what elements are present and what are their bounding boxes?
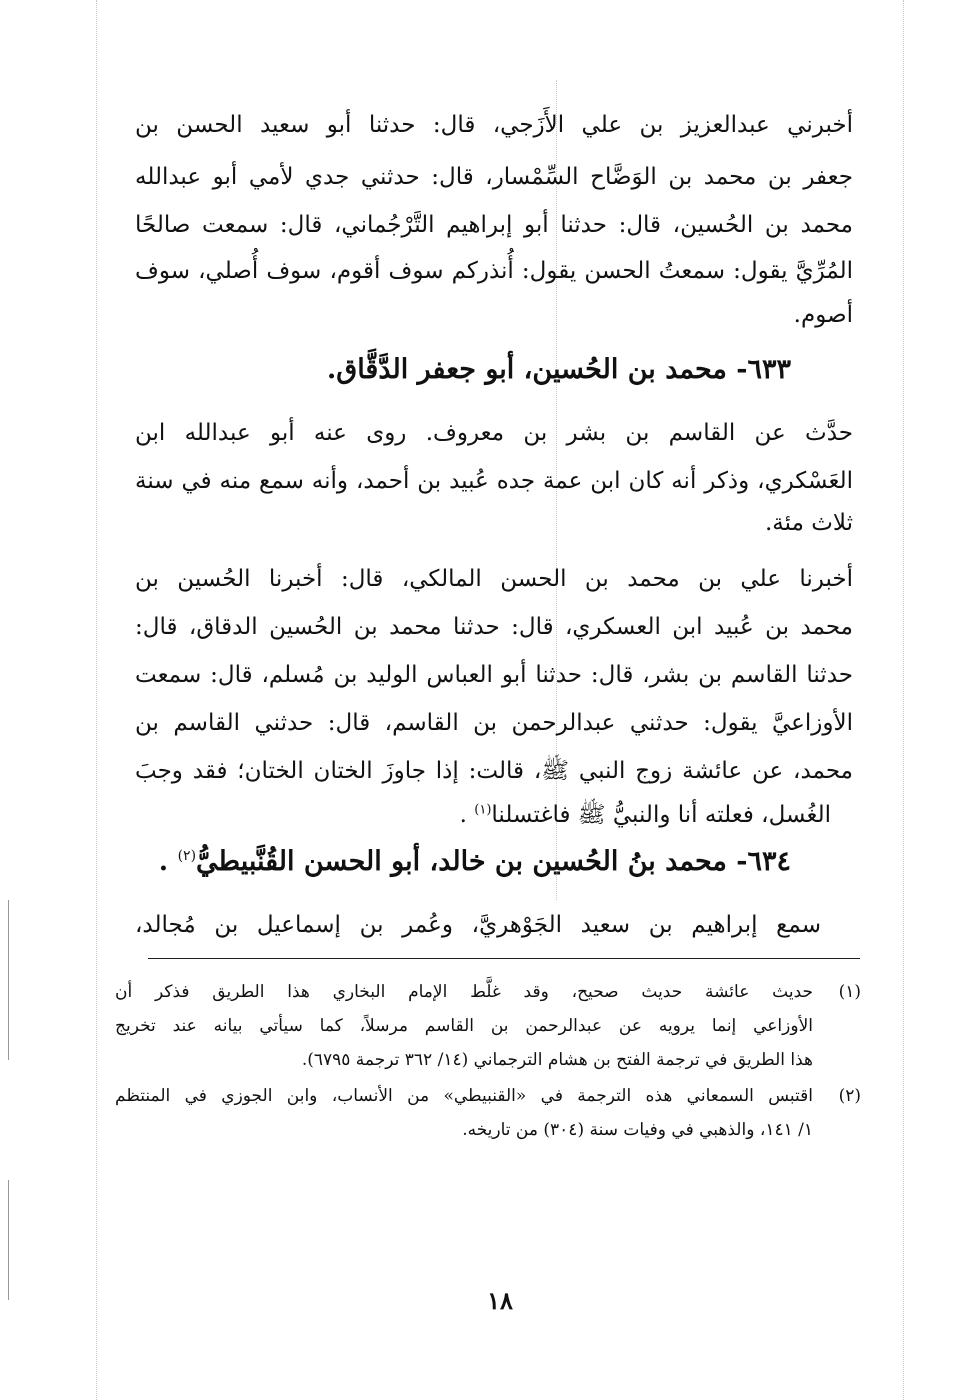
paragraph-3-line: الغُسل، فعلته أنا والنبيُّ ﷺ فاغتسلنا	[491, 802, 831, 828]
footnote-2-line: اقتبس السمعاني هذه الترجمة في «القنبيطي» من الأنساب، وابن الجوزي في المنتظم	[115, 1086, 813, 1106]
paragraph-1-line: أخبرني عبدالعزيز بن علي الأَزَجي، قال: حدثنا أبو سعيد الحسن بن	[135, 112, 853, 138]
heading-634-end-mark: .	[158, 846, 169, 877]
footnote-separator	[148, 958, 860, 959]
footnote-ref-2[interactable]: (٢)	[177, 848, 197, 864]
scan-edge-line	[8, 1180, 9, 1300]
paragraph-4-line: سمع إبراهيم بن سعيد الجَوْهريَّ، وعُمر بن إسماعيل بن مُجالد،	[135, 912, 821, 938]
footnote-number: (١)	[838, 982, 861, 1002]
footnote-ref-1[interactable]: (١)	[474, 802, 492, 818]
entry-heading-634	[135, 846, 791, 877]
paragraph-2-line: ثلاث مئة.	[765, 510, 853, 536]
paragraph-1-line: أصوم.	[793, 302, 853, 328]
paragraph-1-line: جعفر بن محمد بن الوَضَّاح السِّمْسار، قال: حدثني جدي لأمي أبو عبدالله	[135, 164, 853, 190]
footnote-2-line: ١/ ١٤١، والذهبي في وفيات سنة (٣٠٤) من تاريخه.	[462, 1120, 813, 1140]
entry-heading-634-text: ٦٣٤- محمد بنُ الحُسين بن خالد، أبو الحسن القُنَّبيطيُّ	[196, 846, 791, 877]
page-number: ١٨	[487, 1286, 513, 1315]
paragraph-3-last-line	[113, 800, 831, 834]
paragraph-3-line: محمد، عن عائشة زوج النبي ﷺ، قالت: إذا جاوزَ الختان الختان؛ فقد وجبَ	[135, 758, 853, 784]
paragraph-3-line: الأوزاعيَّ يقول: حدثني عبدالرحمن بن القاسم، قال: حدثني القاسم بن	[135, 710, 853, 736]
scan-edge-line	[8, 900, 9, 1060]
paragraph-3-line: محمد بن عُبيد ابن العسكري، قال: حدثنا محمد بن الحُسين الدقاق، قال:	[135, 614, 853, 640]
footnote-1-line: الأوزاعي إنما يرويه عن عبدالرحمن بن القاسم مرسلاً، كما سيأتي بيانه عند تخريج	[115, 1016, 813, 1036]
scan-guide-line	[903, 0, 904, 1400]
footnote-1-line: حديث عائشة حديث صحيح، وقد غلَّط الإمام البخاري هذا الطريق فذكر أن	[115, 982, 813, 1002]
paragraph-3-end-mark: .	[459, 802, 467, 828]
footnote-1-line: هذا الطريق في ترجمة الفتح بن هشام الترجماني (١٤/ ٣٦٢ ترجمة ٦٧٩٥).	[301, 1050, 813, 1070]
footnote-number: (٢)	[838, 1086, 861, 1106]
paragraph-1-line: محمد بن الحُسين، قال: حدثنا أبو إبراهيم التَّرْجُماني، قال: سمعت صالحًا	[135, 212, 853, 238]
entry-heading-633: ٦٣٣- محمد بن الحُسين، أبو جعفر الدَّقَّاق.	[326, 354, 791, 385]
paragraph-3-line: أخبرنا علي بن محمد بن الحسن المالكي، قال: أخبرنا الحُسين بن	[135, 566, 853, 592]
paragraph-2-line: حدَّث عن القاسم بن بشر بن معروف. روى عنه أبو عبدالله ابن	[135, 420, 853, 446]
paragraph-3-line: حدثنا القاسم بن بشر، قال: حدثنا أبو العباس الوليد بن مُسلم، قال: سمعت	[135, 662, 853, 688]
paragraph-1-line: المُرِّيَّ يقول: سمعتُ الحسن يقول: أُنذركم سوف أقوم، سوف أُصلي، سوف	[135, 258, 853, 284]
scan-guide-line	[96, 0, 97, 1400]
paragraph-2-line: العَسْكري، وذكر أنه كان ابن عمة جده عُبيد بن أحمد، وأنه سمع منه في سنة	[135, 468, 853, 494]
